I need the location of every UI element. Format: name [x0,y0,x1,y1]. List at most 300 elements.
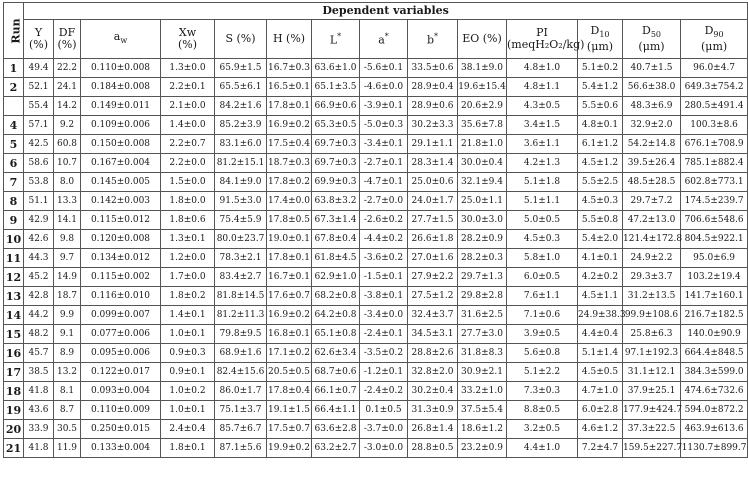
table-cell: -1.2±0.1 [360,363,408,382]
column-header-unit: (meqH₂O₂/kg) [507,38,585,51]
run-number: 12 [4,268,24,287]
table-cell: 0.167±0.004 [81,154,161,173]
table-cell: 14.2 [54,97,81,116]
table-cell: 5.5±2.5 [578,173,623,192]
table-cell: 18.7±0.3 [267,154,312,173]
table-cell: 28.9±0.6 [408,97,458,116]
table-body [4,59,748,458]
table-cell: 37.5±5.4 [458,401,507,420]
table-cell: 0.9±0.1 [161,363,215,382]
table-cell: 17.8±0.4 [267,382,312,401]
table-row [4,420,748,439]
table-cell: 32.4±3.7 [408,306,458,325]
table-cell: 5.8±1.0 [507,249,578,268]
table-cell: 5.1±1.8 [507,173,578,192]
table-cell: 52.1 [24,78,54,97]
table-cell: 1130.7±899.7 [681,439,748,458]
table-cell: 67.8±0.4 [312,230,360,249]
table-cell: 20.6±2.9 [458,97,507,116]
table-cell: -2.4±0.2 [360,382,408,401]
table-cell: 63.6±1.0 [312,59,360,78]
table-cell: 42.5 [24,135,54,154]
table-cell: 17.1±0.2 [267,344,312,363]
table-cell: 81.2±15.1 [215,154,267,173]
table-cell: 31.1±12.1 [623,363,681,382]
table-cell: 6.0±0.5 [507,268,578,287]
table-cell: -4.7±0.1 [360,173,408,192]
table-cell: 29.7±7.2 [623,192,681,211]
table-cell: 28.8±2.6 [408,344,458,363]
table-cell: -4.6±0.0 [360,78,408,97]
table-cell: 26.6±1.8 [408,230,458,249]
run-number: 21 [4,439,24,458]
table-cell: 86.0±1.7 [215,382,267,401]
table-cell: 65.5±6.1 [215,78,267,97]
column-header-unit: (μm) [701,40,728,54]
table-cell: 51.1 [24,192,54,211]
table-cell: 602.8±773.1 [681,173,748,192]
table-cell: 25.0±1.1 [458,192,507,211]
table-cell: 0.149±0.011 [81,97,161,116]
table-cell: 0.110±0.008 [81,59,161,78]
table-cell: 0.095±0.006 [81,344,161,363]
table-cell: -3.4±0.0 [360,306,408,325]
table-cell: 33.5±0.6 [408,59,458,78]
table-cell: 14.1 [54,211,81,230]
table-cell: 4.2±1.3 [507,154,578,173]
table-cell: 65.3±0.5 [312,116,360,135]
table-cell: 804.5±922.1 [681,230,748,249]
column-header-label: EO (%) [462,32,502,45]
table-cell: 27.9±2.2 [408,268,458,287]
table-cell: 4.2±0.2 [578,268,623,287]
table-cell: 2.1±0.0 [161,97,215,116]
table-cell: 45.7 [24,344,54,363]
table-cell: 5.0±0.5 [507,211,578,230]
table-cell: 9.2 [54,116,81,135]
table-cell: 24.9±38.3 [578,306,623,325]
table-cell: 5.1±1.1 [507,192,578,211]
table-cell: 18.6±1.2 [458,420,507,439]
table-cell: 3.6±1.1 [507,135,578,154]
table-cell: 0.142±0.003 [81,192,161,211]
table-cell: 1.7±0.0 [161,268,215,287]
table-cell: 3.4±1.5 [507,116,578,135]
table-cell: 0.134±0.012 [81,249,161,268]
table-cell: 0.9±0.3 [161,344,215,363]
table-cell: 33.9 [24,420,54,439]
table-cell: 121.4±172.8 [623,230,681,249]
table-cell: 7.6±1.1 [507,287,578,306]
table-cell: 0.145±0.005 [81,173,161,192]
table-cell: -2.7±0.1 [360,154,408,173]
table-cell: 14.9 [54,268,81,287]
table-cell: 83.4±2.7 [215,268,267,287]
table-cell: 84.1±9.0 [215,173,267,192]
run-number: 6 [4,154,24,173]
table-cell: 4.5±1.2 [578,154,623,173]
table-row [4,78,748,97]
table-cell: 3.9±0.5 [507,325,578,344]
table-cell: 785.1±882.4 [681,154,748,173]
run-number: 8 [4,192,24,211]
table-row [4,344,748,363]
table-cell: 4.3±0.5 [507,97,578,116]
table-cell: 28.8±0.5 [408,439,458,458]
table-cell: 32.9±2.0 [623,116,681,135]
column-header [623,20,681,59]
table-cell: 9.1 [54,325,81,344]
column-header-subscript: 50 [650,30,661,40]
run-number: 19 [4,401,24,420]
table-cell: 24.9±2.2 [623,249,681,268]
table-cell: 40.7±1.5 [623,59,681,78]
table-cell: 0.133±0.004 [81,439,161,458]
table-cell: 16.7±0.3 [267,59,312,78]
table-cell: 91.5±3.0 [215,192,267,211]
table-cell: 0.099±0.007 [81,306,161,325]
column-header [161,20,215,59]
table-cell: 19.0±0.1 [267,230,312,249]
run-number: 7 [4,173,24,192]
table-cell: 649.3±754.2 [681,78,748,97]
table-cell: 2.4±0.4 [161,420,215,439]
table-cell: 69.7±0.3 [312,154,360,173]
table-cell: 384.3±599.0 [681,363,748,382]
table-cell: 1.0±0.2 [161,382,215,401]
table-cell: 54.2±14.8 [623,135,681,154]
column-header-superscript: * [384,32,389,42]
table-cell: 57.1 [24,116,54,135]
table-cell: 17.8±0.1 [267,249,312,268]
table-cell: 66.4±1.1 [312,401,360,420]
table-cell: 27.7±3.0 [458,325,507,344]
table-cell: 706.6±548.6 [681,211,748,230]
column-header-label: a [378,33,385,47]
table-cell: 5.4±2.0 [578,230,623,249]
table-cell: 67.3±1.4 [312,211,360,230]
table-cell: 30.5 [54,420,81,439]
table-cell: -3.7±0.0 [360,420,408,439]
table-cell: 17.8±0.2 [267,173,312,192]
table-cell: 25.0±0.6 [408,173,458,192]
table-cell: 29.7±1.3 [458,268,507,287]
column-header-unit: (%) [28,38,49,51]
table-cell: -3.0±0.0 [360,439,408,458]
table-cell: 0.150±0.008 [81,135,161,154]
table-cell: 32.1±9.4 [458,173,507,192]
table-cell: 3.2±0.5 [507,420,578,439]
table-cell: 141.7±160.1 [681,287,748,306]
table-cell: 63.6±2.8 [312,420,360,439]
table-cell: 35.6±7.8 [458,116,507,135]
table-cell: 21.8±1.0 [458,135,507,154]
table-cell: 29.8±2.8 [458,287,507,306]
table-cell: 9.9 [54,306,81,325]
table-cell: 85.7±6.7 [215,420,267,439]
table-cell: -5.0±0.3 [360,116,408,135]
table-cell: 0.122±0.017 [81,363,161,382]
table-cell: 4.5±0.3 [507,230,578,249]
table-cell: -3.6±0.2 [360,249,408,268]
table-cell: 1.3±0.1 [161,230,215,249]
table-cell: 28.9±0.4 [408,78,458,97]
table-row [4,268,748,287]
table-cell: 0.250±0.015 [81,420,161,439]
table-cell: 5.1±1.4 [578,344,623,363]
run-number: 13 [4,287,24,306]
table-cell: -1.5±0.1 [360,268,408,287]
table-cell: 6.0±2.8 [578,401,623,420]
table-cell: 63.8±3.2 [312,192,360,211]
table-cell: 2.2±0.1 [161,78,215,97]
table-cell: 28.2±0.3 [458,249,507,268]
table-cell: 4.8±0.1 [578,116,623,135]
table-cell: 31.8±8.3 [458,344,507,363]
table-row [4,401,748,420]
column-header-subscript: 90 [713,30,724,40]
run-number: 17 [4,363,24,382]
table-cell: 0.116±0.010 [81,287,161,306]
table-cell: 85.2±3.9 [215,116,267,135]
column-header [681,20,748,59]
table-cell: 0.093±0.004 [81,382,161,401]
run-number: 20 [4,420,24,439]
table-cell: 63.2±2.7 [312,439,360,458]
table-row [4,382,748,401]
table-cell: 17.8±0.1 [267,97,312,116]
table-cell: 48.3±6.9 [623,97,681,116]
table-cell: 48.2 [24,325,54,344]
table-cell: 83.1±6.0 [215,135,267,154]
column-header [312,20,360,59]
table-cell: 100.3±8.6 [681,116,748,135]
table-cell: 5.4±1.2 [578,78,623,97]
column-header-superscript: * [434,32,439,42]
table-row [4,287,748,306]
table-cell: 7.2±4.7 [578,439,623,458]
table-cell: 82.4±15.6 [215,363,267,382]
table-row [4,363,748,382]
table-cell: 0.120±0.008 [81,230,161,249]
table-cell: 27.5±1.2 [408,287,458,306]
table-cell: 66.1±0.7 [312,382,360,401]
column-header-unit: (%) [57,38,77,51]
column-header-unit: (μm) [638,40,665,54]
table-cell: 32.8±2.0 [408,363,458,382]
table-cell: 19.1±1.5 [267,401,312,420]
table-cell: 594.0±872.2 [681,401,748,420]
column-header [458,20,507,59]
table-cell: 48.5±28.5 [623,173,681,192]
table-cell: 53.8 [24,173,54,192]
table-cell: 174.5±239.7 [681,192,748,211]
group-header: Dependent variables [24,3,748,20]
column-header-label: L [329,33,338,47]
table-cell: 28.2±0.9 [458,230,507,249]
table-cell: 8.8±0.5 [507,401,578,420]
table-cell: 16.9±0.2 [267,116,312,135]
table-cell: 8.7 [54,401,81,420]
column-header-unit: (μm) [586,40,614,54]
table-cell: 29.1±1.1 [408,135,458,154]
column-header [215,20,267,59]
table-cell: 24.1 [54,78,81,97]
table-cell: 27.0±1.6 [408,249,458,268]
column-header [24,20,54,59]
table-cell: 75.1±3.7 [215,401,267,420]
table-cell: 65.9±1.5 [215,59,267,78]
results-table [3,2,748,458]
table-cell: 1.3±0.0 [161,59,215,78]
table-cell: 1.8±0.2 [161,287,215,306]
table-cell: 65.1±3.5 [312,78,360,97]
table-cell: 4.5±0.3 [578,192,623,211]
table-cell: 463.9±613.6 [681,420,748,439]
table-cell: 61.8±4.5 [312,249,360,268]
table-row [4,439,748,458]
table-cell: 20.5±0.5 [267,363,312,382]
table-cell: 44.3 [24,249,54,268]
table-cell: 0.115±0.012 [81,211,161,230]
table-row [4,135,748,154]
table-cell: 80.0±23.7 [215,230,267,249]
table-row [4,154,748,173]
table-cell: -3.8±0.1 [360,287,408,306]
table-cell: -2.6±0.2 [360,211,408,230]
table-cell: 49.4 [24,59,54,78]
table-cell: 177.9±424.7 [623,401,681,420]
table-cell: 5.5±0.8 [578,211,623,230]
table-cell: 62.6±3.4 [312,344,360,363]
column-header-label: D [590,23,600,37]
table-cell: 30.0±3.0 [458,211,507,230]
run-number: 11 [4,249,24,268]
table-cell: 1.0±0.1 [161,401,215,420]
run-number: 5 [4,135,24,154]
table-row [4,306,748,325]
table-cell: 31.6±2.5 [458,306,507,325]
table-row [4,211,748,230]
table-cell: 42.6 [24,230,54,249]
table-cell: 5.5±0.6 [578,97,623,116]
column-header-label: Xw [178,26,197,39]
table-cell: 87.1±5.6 [215,439,267,458]
table-cell: 60.8 [54,135,81,154]
table-cell: 68.9±1.6 [215,344,267,363]
table-cell: 37.3±22.5 [623,420,681,439]
table-cell: 6.1±1.2 [578,135,623,154]
table-cell: 64.2±0.8 [312,306,360,325]
table-cell: 25.8±6.3 [623,325,681,344]
column-header-unit: (%) [177,38,198,51]
table-cell: 1.5±0.0 [161,173,215,192]
table-cell: 2.2±0.7 [161,135,215,154]
run-number: 9 [4,211,24,230]
table-cell: 16.5±0.1 [267,78,312,97]
column-header-superscript: * [337,32,342,42]
run-number: 2 [4,78,24,97]
table-cell: 0.115±0.002 [81,268,161,287]
table-cell: 4.1±0.1 [578,249,623,268]
table-cell: 75.4±5.9 [215,211,267,230]
table-cell: 22.2 [54,59,81,78]
run-number: 16 [4,344,24,363]
table-row [4,230,748,249]
run-number: 14 [4,306,24,325]
table-cell: 1.2±0.0 [161,249,215,268]
table-cell: 37.9±25.1 [623,382,681,401]
table-cell: 7.1±0.6 [507,306,578,325]
table-cell: 84.2±1.6 [215,97,267,116]
table-cell: 17.4±0.0 [267,192,312,211]
table-cell: 216.7±182.5 [681,306,748,325]
table-cell: 38.5 [24,363,54,382]
table-cell: 4.8±1.0 [507,59,578,78]
table-cell: 13.3 [54,192,81,211]
table-cell: 26.8±1.4 [408,420,458,439]
table-cell: 1.0±0.1 [161,325,215,344]
table-row [4,59,748,78]
column-header [507,20,585,59]
table-row [4,116,748,135]
table-cell: 1.4±0.1 [161,306,215,325]
table-cell: 280.5±491.4 [681,97,748,116]
table-cell: 159.5±227.7 [623,439,681,458]
column-header-label: b [426,33,435,47]
column-header-label: D [641,23,651,37]
table-cell: 30.2±3.3 [408,116,458,135]
table-cell: 31.3±0.9 [408,401,458,420]
table-cell: 4.5±1.1 [578,287,623,306]
table-cell: 30.2±0.4 [408,382,458,401]
table-cell: 16.7±0.1 [267,268,312,287]
table-cell: 34.5±3.1 [408,325,458,344]
table-cell: 4.8±1.1 [507,78,578,97]
run-header-label: Run [9,17,23,44]
table-cell: 42.9 [24,211,54,230]
table-row [4,173,748,192]
table-header [4,3,748,59]
column-header [360,20,408,59]
table-cell: 56.6±38.0 [623,78,681,97]
table-cell: 41.8 [24,439,54,458]
table-cell: 30.9±2.1 [458,363,507,382]
table-cell: 103.2±19.4 [681,268,748,287]
table-cell: 676.1±708.9 [681,135,748,154]
table-cell: 18.7 [54,287,81,306]
table-cell: 140.0±90.9 [681,325,748,344]
table-cell: 1.8±0.6 [161,211,215,230]
table-cell: 5.1±2.2 [507,363,578,382]
table-cell: -3.4±0.1 [360,135,408,154]
table-cell: 31.2±13.5 [623,287,681,306]
run-number [4,97,24,116]
column-header-subscript: 10 [599,30,610,40]
table-cell: 96.0±4.7 [681,59,748,78]
table-cell: 19.6±15.4 [458,78,507,97]
table-cell: 97.1±192.3 [623,344,681,363]
table-cell: 16.9±0.2 [267,306,312,325]
table-cell: 99.9±108.6 [623,306,681,325]
column-header-label: D [704,23,714,37]
column-header [81,20,161,59]
table-cell: 19.9±0.2 [267,439,312,458]
run-number: 10 [4,230,24,249]
table-cell: 79.8±9.5 [215,325,267,344]
table-cell: 2.2±0.0 [161,154,215,173]
column-header-label: S (%) [225,32,256,45]
